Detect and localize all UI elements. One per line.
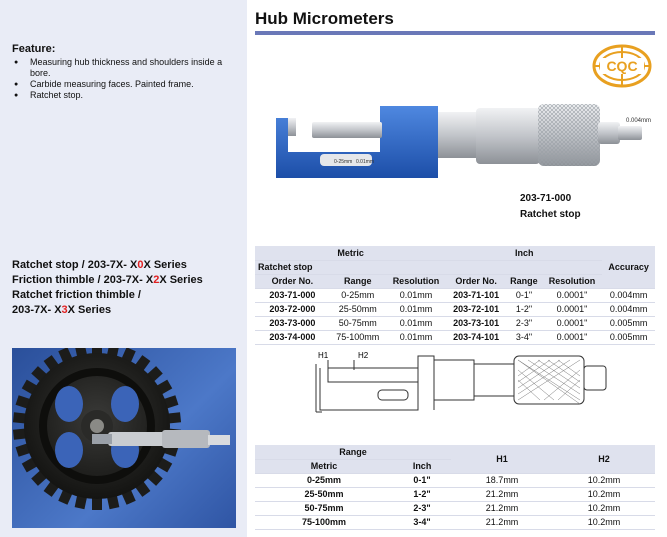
series-line: 203-7X- X3X Series xyxy=(12,304,112,316)
table-row: 203-74-000 75-100mm 0.01mm 203-74-101 3-4" 0.0001" 0.005mm xyxy=(255,330,655,344)
feature-item: ● Measuring hub thickness and shoulders inside a bore. xyxy=(12,57,240,79)
series-list xyxy=(12,258,203,318)
spec-subheader: Ratchet stop xyxy=(255,260,655,274)
spec-column-headers: Order No. Range Resolution Order No. Range Resolution xyxy=(255,274,655,288)
svg-text:0.004mm: 0.004mm xyxy=(626,118,652,124)
svg-text:0.01mm: 0.01mm xyxy=(356,159,375,165)
svg-text:0-25mm: 0-25mm xyxy=(334,159,353,165)
feature-item: ● Ratchet stop. xyxy=(12,90,240,101)
dimension-diagram xyxy=(314,350,614,418)
series-line: Friction thimble / 203-7X- X2X Series xyxy=(12,274,203,286)
table-row: 75-100mm 3-4" 21.2mm 10.2mm xyxy=(255,515,655,529)
h1-label: H1 xyxy=(318,351,329,360)
table-row: 25-50mm 1-2" 21.2mm 10.2mm xyxy=(255,487,655,501)
feature-item: ● Carbide measuring faces. Painted frame. xyxy=(12,79,240,90)
table-row: 203-71-000 0-25mm 0.01mm 203-71-101 0-1" 0.0001" 0.004mm xyxy=(255,288,655,302)
table-row: 203-73-000 50-75mm 0.01mm 203-73-101 2-3" 0.0001" 0.005mm xyxy=(255,316,655,330)
svg-text:CQC: CQC xyxy=(606,58,638,74)
gear-measurement-photo xyxy=(12,348,236,528)
h2-label: H2 xyxy=(358,351,369,360)
hub-micrometer-photo xyxy=(272,102,654,186)
dim-column-headers: Metric Inch xyxy=(255,459,655,473)
table-row: 50-75mm 2-3" 21.2mm 10.2mm xyxy=(255,501,655,515)
dimension-table xyxy=(255,445,655,530)
series-line: Ratchet friction thimble / xyxy=(12,289,141,301)
table-row: 203-72-000 25-50mm 0.01mm 203-72-101 1-2" 0.0001" 0.004mm xyxy=(255,302,655,316)
page-title: Hub Micrometers xyxy=(255,9,394,28)
feature-list xyxy=(12,57,240,101)
product-part-number: 203-71-000 xyxy=(520,193,572,204)
spec-group-header: Metric Inch Accuracy xyxy=(255,246,655,260)
feature-title: Feature: xyxy=(12,43,56,55)
title-divider xyxy=(255,31,655,35)
product-variant: Ratchet stop xyxy=(520,209,581,220)
dim-group-header: Range H1 H2 xyxy=(255,445,655,459)
cqc-logo-icon xyxy=(592,44,652,88)
table-row: 0-25mm 0-1" 18.7mm 10.2mm xyxy=(255,473,655,487)
spec-table xyxy=(255,246,655,345)
series-line: Ratchet stop / 203-7X- X0X Series xyxy=(12,259,187,271)
